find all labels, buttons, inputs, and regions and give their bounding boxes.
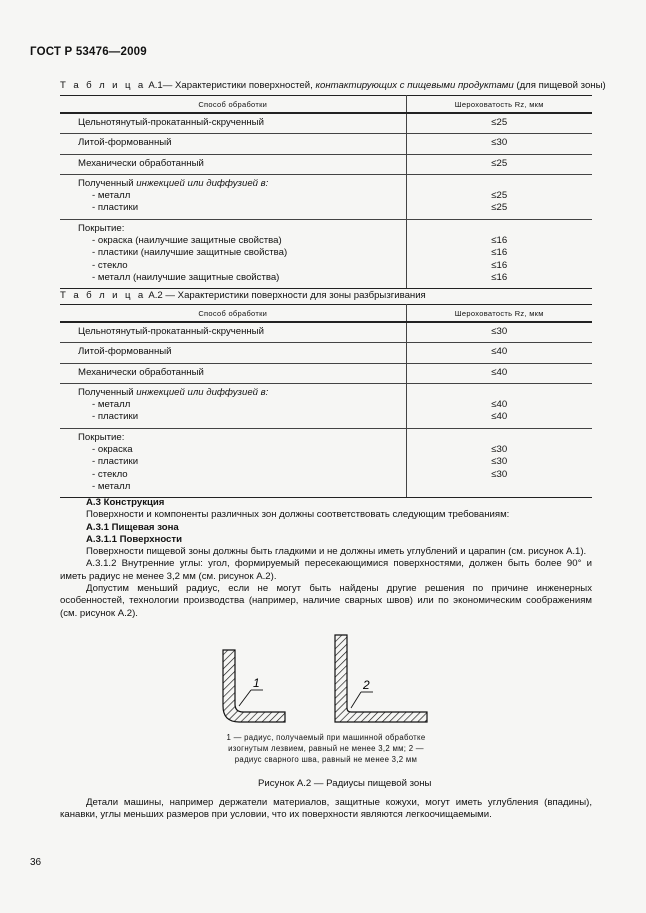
- table-row: Механически обработанный ≤25: [60, 154, 592, 174]
- table1-col1-header: Способ обработки: [60, 96, 406, 114]
- table-row: Литой-формованный ≤40: [60, 343, 592, 363]
- table2-col1-header: Способ обработки: [60, 305, 406, 323]
- table-row: Полученный инжекцией или диффузией в: - металл - пластики ≤25 ≤25: [60, 174, 592, 219]
- figure-legend: 1 — радиус, получаемый при машинной обработке изогнутым лезвием, равный не менее 3,2 мм; 2 — радиус сварного шва, равный не менее 3,2 мм: [226, 733, 426, 764]
- table-row: Цельнотянутый-прокатанный-скрученный ≤30: [60, 322, 592, 343]
- welded-corner-shape: [335, 635, 427, 722]
- table2: [60, 304, 592, 498]
- table-row: Цельнотянутый-прокатанный-скрученный ≤25: [60, 113, 592, 134]
- closing-paragraph: Детали машины, например держатели материалов, защитные кожухи, могут иметь углубления (впадины), канавки, углы меньших размеров при условии, что их поверхности являются легкоочищаемыми.: [60, 797, 592, 821]
- leader-line-2: [351, 692, 361, 708]
- paragraph-2: А.3.1.2 Внутренние углы: угол, формируемый пересекающимися поверхностями, должен быть более 90° и иметь радиус не менее 3,2 мм (см. рисунок А.2).: [60, 558, 592, 582]
- table1-caption: Т а б л и ц а А.1— Характеристики поверхностей, контактирующих с пищевыми продуктами (для пищевой зоны): [60, 80, 606, 91]
- page-number: 36: [30, 857, 42, 868]
- table-row: Литой-формованный ≤30: [60, 134, 592, 154]
- figure-label-1: 1: [253, 676, 260, 690]
- table-row: Покрытие: - окраска - пластики - стекло - металл ≤30 ≤30 ≤30: [60, 428, 592, 497]
- table-row: Покрытие: - окраска (наилучшие защитные свойства) - пластики (наилучшие защитные свойства) - стекло - металл (наилучшие защитные свойства) ≤16 ≤16 ≤16 ≤16: [60, 219, 592, 288]
- table2-caption: Т а б л и ц а А.2 — Характеристики поверхности для зоны разбрызгивания: [60, 290, 426, 301]
- figure-caption: Рисунок А.2 — Радиусы пищевой зоны: [258, 778, 432, 789]
- figure-radii-diagram: [205, 630, 445, 730]
- table1-col2-header: Шероховатость Rz, мкм: [406, 96, 592, 114]
- figure-label-2: 2: [363, 678, 370, 692]
- leader-line-1: [239, 690, 251, 706]
- table-row: Полученный инжекцией или диффузией в: - металл - пластики ≤40 ≤40: [60, 383, 592, 428]
- section-a3-text: Поверхности и компоненты различных зон должны соответствовать следующим требованиям:: [86, 509, 510, 521]
- table1: [60, 95, 592, 289]
- table2-col2-header: Шероховатость Rz, мкм: [406, 305, 592, 323]
- paragraph-1: Поверхности пищевой зоны должны быть гладкими и не должны иметь углублений и царапин (см. рисунок А.1).: [86, 546, 587, 558]
- paragraph-3: Допустим меньший радиус, если не могут быть найдены другие решения по причине инженерных особенностей, технологии производства (например, наличие сварных швов) или по экономическим соображениям (см. рисунок А.2).: [60, 583, 592, 619]
- section-a3: [60, 497, 592, 620]
- section-a31-title: А.3.1 Пищевая зона: [86, 521, 179, 533]
- section-a311-title: А.3.1.1 Поверхности: [86, 533, 182, 545]
- injection-label: Полученный инжекцией или диффузией в:: [78, 177, 269, 189]
- injection-label: Полученный инжекцией или диффузией в:: [78, 386, 269, 398]
- section-a3-title: А.3 Конструкция: [86, 497, 165, 508]
- document-header: ГОСТ Р 53476—2009: [30, 46, 147, 58]
- table-row: Механически обработанный ≤40: [60, 363, 592, 383]
